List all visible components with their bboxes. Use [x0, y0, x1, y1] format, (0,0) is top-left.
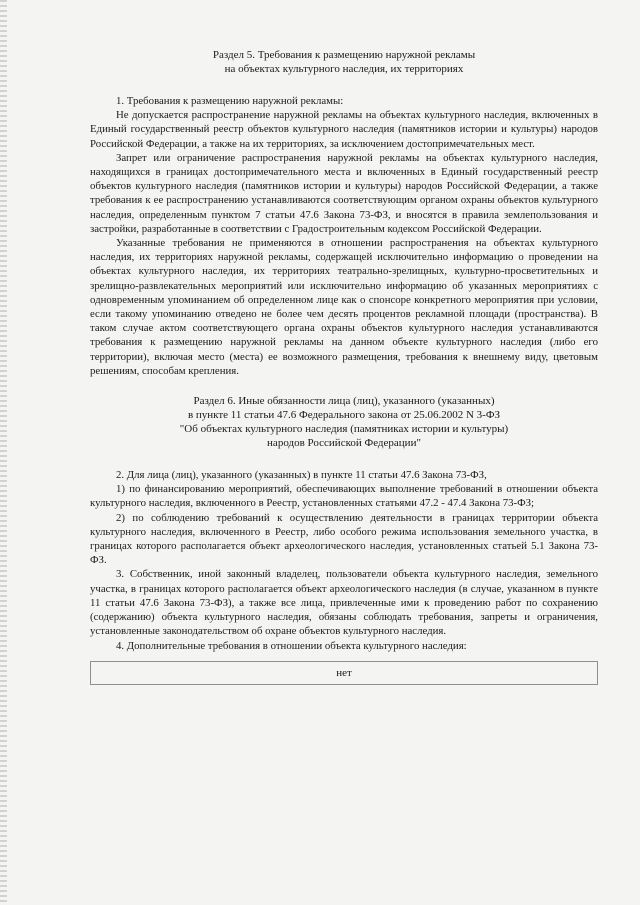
paragraph: 1. Требования к размещению наружной рекламы:: [116, 95, 344, 107]
section-5-title-line: на объектах культурного наследия, их территориях: [224, 63, 464, 75]
paragraph: Запрет или ограничение распространения наружной рекламы на объектах культурного наследия, находящихся в границах достопримечательного места и включенных в Единый государственный реестр объектов культурного наследия (памятников истории и культуры) народов Российской Федерации, а также требования к ее распространению устанавливаются соответствующим органом охраны объектов культурного наследия, определенным пунктом 7 статьи 47.6 Закона 73-ФЗ, и вносятся в правила землепользования и застройки, разработанные в соответствии с Градостроительным кодексом Российской Федерации.: [90, 151, 598, 235]
section-6-title-line: народов Российской Федерации": [267, 437, 421, 450]
section-6-body: [90, 468, 598, 653]
section-6-title-line: Раздел 6. Иные обязанности лица (лиц), указанного (указанных): [193, 395, 495, 408]
paragraph: 1) по финансированию мероприятий, обеспечивающих выполнение требований в отношении объекта культурного наследия, включенного в Реестр, установленных статьями 47.2 - 47.4 Закона 73-ФЗ;: [90, 483, 598, 510]
paragraph: Не допускается распространение наружной рекламы на объектах культурного наследия, включенных в Единый государственный реестр объектов культурного наследия (памятников истории и культуры) народов Российской Федерации, а также на их территориях, за исключением достопримечательных мест.: [90, 109, 598, 150]
section-6-title-line: "Об объектах культурного наследия (памятниках истории и культуры): [179, 423, 509, 436]
paragraph: 2. Для лица (лиц), указанного (указанных) в пункте 11 статьи 47.6 Закона 73-ФЗ,: [116, 469, 487, 482]
section-5-title: [90, 48, 598, 76]
paragraph: Указанные требования не применяются в отношении распространения на объектах культурного наследия, их территориях наружной рекламы, содержащей исключительно информацию о проведении на объектах культурного наследия, их территориях театрально-зрелищных, культурно-просветительных и зрелищно-развлекательных мероприятий или исключительно информацию об указанных мероприятиях с одновременным упоминанием об определенном лице как о спонсоре конкретного мероприятия при условии, если такому упоминанию отведено не более чем десять процентов рекламной площади (пространства). В таком случае актом соответствующего органа охраны объектов культурного наследия устанавливаются требования к размещению наружной рекламы на данном объекте культурного наследия (либо его территории), включая место (места) ее возможного размещения, требования к внешнему виду, цветовым решениям, способам крепления.: [90, 237, 598, 377]
additional-requirements-box: [90, 661, 598, 685]
paragraph: 3. Собственник, иной законный владелец, пользователи объекта культурного наследия, земельного участка, в границах которого располагается объект археологического наследия (в случае, указанном в пункте 11 статьи 47.6 Закона 73-ФЗ), а также все лица, привлеченные ими к проведению работ по сохранению (содержанию) объекта культурного наследия, обязаны соблюдать требования, запреты и ограничения, установленные законодательством об охране объектов культурного наследия.: [90, 568, 598, 638]
document-page: [90, 48, 598, 685]
additional-requirements-value: нет: [336, 666, 352, 679]
section-6-title-line: в пункте 11 статьи 47.6 Федерального закона от 25.06.2002 N 3-ФЗ: [187, 409, 501, 422]
paragraph: 2) по соблюдению требований к осуществлению деятельности в границах территории объекта культурного наследия, включенного в Реестр, либо особого режима использования земельного участка, в границах которого располагается объект археологического наследия, установленных статьей 5.1 Закона 73-ФЗ.: [90, 511, 598, 567]
section-5-body: [90, 94, 598, 378]
paragraph: 4. Дополнительные требования в отношении объекта культурного наследия:: [116, 639, 467, 652]
scan-left-edge: [0, 0, 7, 905]
section-6-title: [90, 394, 598, 450]
section-5-title-line: Раздел 5. Требования к размещению наружной рекламы: [212, 49, 476, 61]
